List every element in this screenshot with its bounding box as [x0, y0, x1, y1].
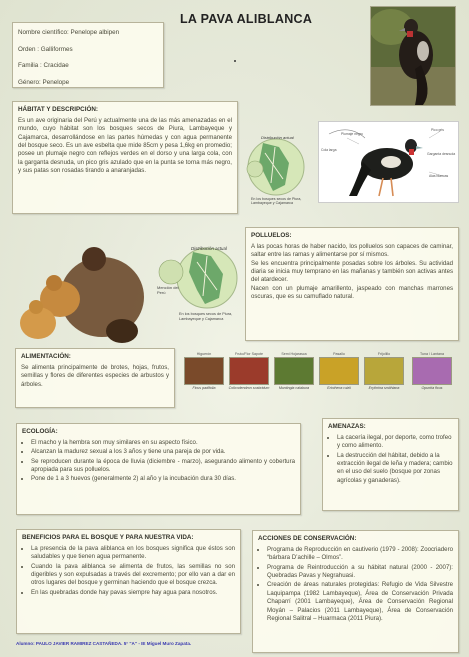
bird-diagram [318, 121, 459, 203]
ecologia-heading: ECOLOGÍA: [22, 428, 58, 435]
student-credit: Alumno: PAULO JAVIER RAMIREZ CASTAÑEDA. 5° "A" - IE Miguel Muro Zapata. [16, 641, 192, 646]
alimentacion-box [15, 348, 175, 408]
conservacion-box [252, 530, 459, 653]
scientific-name: Nombre científico: Penelope albipen [18, 29, 120, 36]
food-name: Opuntia ficus [421, 386, 443, 390]
order: Orden : Galliformes [18, 45, 73, 53]
polluelos-box [245, 227, 459, 341]
food-caption: Frijolillo [377, 352, 391, 356]
food-item [272, 352, 316, 390]
beneficios-list [22, 545, 235, 597]
beneficios-box [16, 529, 241, 634]
bird-diagram-image [319, 122, 459, 203]
habitat-box [12, 101, 238, 214]
beneficios-item: • En las quebradas donde hay pavas siempre hay agua para nosotros. [31, 589, 235, 597]
food-item [317, 352, 361, 390]
food-caption: Fruto/Flor Sapote [235, 352, 263, 356]
beneficios-item: • La presencia de la pava aliblanca en los bosques significa que éstos son saludables y que tienen agua permanente. [31, 545, 235, 562]
food-image [412, 357, 452, 385]
map-1-caption: En los bosques secos de Piura, Lambayeque y Cajamarca [251, 197, 302, 206]
conservacion-list [258, 546, 453, 624]
conservacion-item: • Creación de áreas naturales protegidas: Refugio de Vida Silvestre Laquipampa (1982 Lambayeque), Área de Conservación Privada Chaparrí (2001 Lambayeque), Área de Conservación Regional Moyán – Palacios (2011 Lambayeque), Área de Conservación Regional Salitral – Huarmaca (2011 Piura). [267, 581, 453, 623]
food-image [274, 357, 314, 385]
beneficios-item: • Cuando la pava aliblanca se alimenta de frutos, las semillas no son digeribles y son expulsadas a través del excremento; por ello van a dar en otros lugares del bosque y germinan haciendo que el bosque crezca. [31, 563, 235, 588]
food-image [319, 357, 359, 385]
food-caption: Pasallo [333, 352, 345, 356]
food-name: Colicodendron scabridum [228, 386, 270, 390]
habitat-heading: HÁBITAT Y DESCRIPCIÓN: [18, 106, 98, 113]
distribution-map-1 [245, 133, 307, 219]
bird-photo-image [371, 7, 456, 106]
food-name: Eriotheca ruizii [327, 386, 351, 390]
ecologia-item: • Se reproducen durante la época de lluvia (diciembre - marzo), asegurando alimento y cobertura apropiada para sus polluelos. [31, 458, 295, 475]
food-item [410, 352, 454, 390]
page-title: LA PAVA ALIBLANCA [180, 12, 313, 26]
food-image [229, 357, 269, 385]
food-name: Erythrina smithiana [368, 386, 400, 390]
bird-photo [370, 6, 456, 106]
ecologia-item: • El macho y la hembra son muy similares en su aspecto físico. [31, 439, 295, 447]
conservacion-item: • Programa de Reproducción en cautiverio (1979 - 2008): Zoocriadero “bárbara D’achille – Olmos”. [267, 546, 453, 563]
ecologia-list [22, 439, 295, 484]
habitat-text: Es un ave originaria del Perú y actualmente una de las más amenazadas en el mundo, cuyo hábitat son los bosques secos de Piura, Lambayeque y Cajamarca, desarrollándose en las partes húmedas y con agua permanente del bosque seco. Es un ave esbelta que mide 85cm y pesa 1,6kg en promedio; posee un plumaje negro con reflejos verdes en el dorso y una larga cola, con la garganta desnuda, un pico gris azulado que en la punta se torna más negro, y sus patas son rosadas tirando a anaranjadas. [18, 116, 232, 175]
food-strip [182, 352, 467, 398]
chicks-photo-image [12, 235, 154, 350]
taxonomy-box [12, 22, 164, 88]
family: Familia : Cracidae [18, 62, 69, 70]
ecologia-box [16, 423, 301, 515]
map-1-label: Distribución actual [261, 135, 294, 140]
chicks-photo [12, 235, 154, 350]
distribution-map-2 [157, 244, 239, 332]
stray-dot [234, 60, 236, 62]
conservacion-item: • Programa de Reintroducción a su hábitat natural (2000 - 2007): Quebradas Pavas y Negrahuasi. [267, 564, 453, 581]
ecologia-item: • Alcanzan la madurez sexual a los 3 años y tiene una pareja de por vida. [31, 448, 295, 456]
diagram-label-5: Alas blancas [429, 174, 449, 178]
polluelos-p3: Nacen con un plumaje amarillento, jaspeado con manchas marrones oscuras, que es su camuflado natural. [251, 284, 453, 301]
amenazas-heading: AMENAZAS: [328, 423, 366, 430]
alimentacion-heading: ALIMENTACIÓN: [21, 353, 71, 360]
diagram-label-1: Plumaje negro [341, 132, 363, 136]
genus: Género: Penelope [18, 79, 70, 87]
food-item [362, 352, 406, 390]
food-caption: Tuna / Lantana [419, 352, 445, 356]
amenazas-box [322, 418, 459, 511]
food-caption: Semi Hojarasca [281, 352, 307, 356]
diagram-label-4: Pico gris [431, 128, 445, 132]
map-2-label: Distribución actual [191, 246, 227, 251]
beneficios-heading: BENEFICIOS PARA EL BOSQUE Y PARA NUESTRA VIDA: [22, 534, 194, 541]
map-2-side: Mención del Perú [157, 285, 179, 295]
diagram-label-2: Cola larga [321, 148, 337, 152]
diagram-label-3: Garganta desnuda [427, 152, 456, 156]
food-item [182, 352, 226, 390]
food-item [227, 352, 271, 390]
polluelos-p1: A las pocas horas de haber nacido, los polluelos son capaces de caminar, saltar entre las ramas y alimentarse por sí mismos. [251, 242, 453, 259]
food-image [364, 357, 404, 385]
map-2-caption: En los bosques secos de Piura, Lambayeque y Cajamarca [179, 312, 233, 321]
food-caption: Higuerón [196, 352, 212, 356]
amenazas-item: • La cacería ilegal, por deporte, como trofeo y como alimento. [337, 434, 453, 451]
map-1-graphic [245, 133, 307, 219]
food-name: Muntingia calabura [278, 386, 310, 390]
food-image [184, 357, 224, 385]
amenazas-list [328, 434, 453, 485]
food-name: Ficus padifolia [192, 386, 216, 390]
amenazas-item: • La destrucción del hábitat, debido a la extracción ilegal de leña y madera; cambio en el uso del suelo (bosque por zonas agrícolas y ganaderas). [337, 452, 453, 486]
ecologia-item: • Pone de 1 a 3 huevos (generalmente 2) al año y la incubación dura 30 días. [31, 475, 295, 483]
alimentacion-text: Se alimenta principalmente de brotes, hojas, frutos, semillas y flores de diferentes especies de arbustos y árboles. [21, 363, 169, 388]
polluelos-heading: POLLUELOS: [251, 232, 292, 239]
conservacion-heading: ACCIONES DE CONSERVACIÓN: [258, 535, 357, 542]
polluelos-p2: Se les encuentra principalmente posadas sobre los árboles. Su actividad diaria se inicia muy temprano en las mañanas y también son activas antes del atardecer. [251, 259, 453, 284]
